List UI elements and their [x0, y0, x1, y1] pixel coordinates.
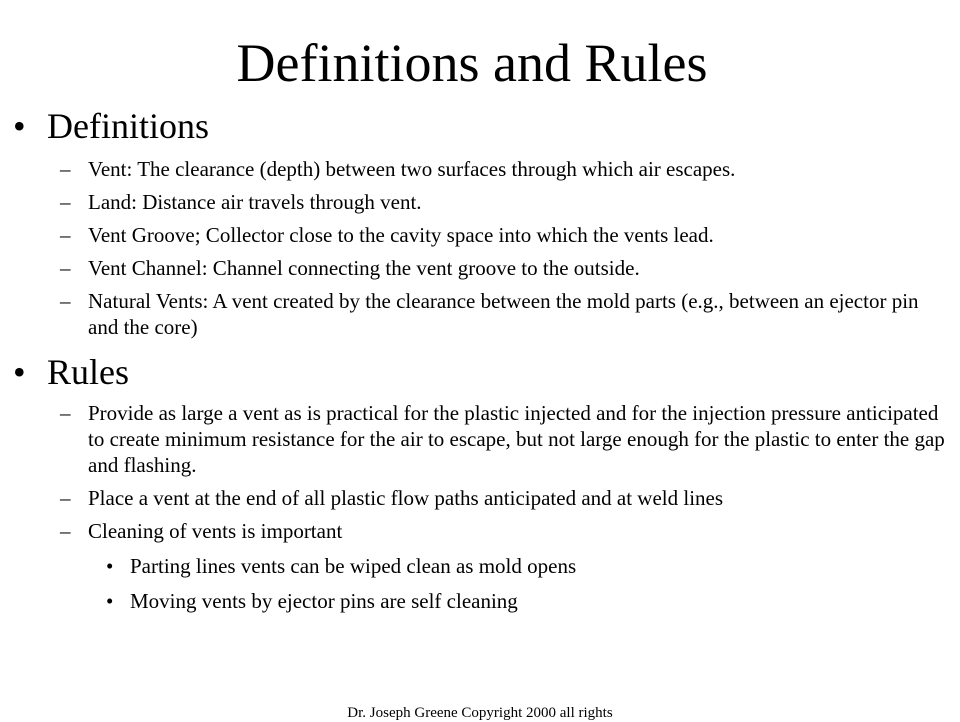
- list-item-text: Natural Vents: A vent created by the clearance between the mold parts (e.g., between an ejector pin and the core): [88, 289, 919, 339]
- list-item-text: Vent: The clearance (depth) between two surfaces through which air escapes.: [88, 157, 736, 181]
- section-heading-label: Definitions: [47, 106, 209, 146]
- list-item-text: Land: Distance air travels through vent.: [88, 190, 422, 214]
- list-item: [0, 288, 960, 340]
- bullet-icon: •: [106, 589, 114, 613]
- bullet-icon: •: [106, 554, 114, 578]
- sub-list-item-text: Moving vents by ejector pins are self cleaning: [130, 589, 518, 613]
- list-item: [0, 255, 960, 281]
- list-item: [0, 222, 960, 248]
- dash-icon: –: [60, 190, 71, 214]
- list-item: [0, 485, 960, 511]
- list-item: [0, 156, 960, 182]
- dash-icon: –: [60, 289, 71, 313]
- dash-icon: –: [60, 223, 71, 247]
- dash-icon: –: [60, 256, 71, 280]
- slide-title: Definitions and Rules: [236, 33, 708, 93]
- sub-list-item: [0, 588, 960, 614]
- list-item-text: Vent Channel: Channel connecting the vent groove to the outside.: [88, 256, 640, 280]
- bullet-icon: •: [13, 352, 26, 392]
- section-heading-label: Rules: [47, 352, 130, 392]
- bullet-icon: •: [13, 106, 26, 146]
- dash-icon: –: [60, 401, 71, 425]
- list-item-text: Provide as large a vent as is practical for the plastic injected and for the injection pressure anticipated to create minimum resistance for the air to escape, but not large enough for the plastic to enter the gap and flashing.: [88, 401, 945, 477]
- section-heading-definitions: [0, 104, 960, 148]
- footer-copyright: Dr. Joseph Greene Copyright 2000 all rights: [347, 705, 613, 721]
- list-item: [0, 518, 960, 544]
- list-item-text: Place a vent at the end of all plastic flow paths anticipated and at weld lines: [88, 486, 724, 510]
- sub-list-item: [0, 553, 960, 579]
- dash-icon: –: [60, 486, 71, 510]
- sub-list-item-text: Parting lines vents can be wiped clean as mold opens: [130, 554, 577, 578]
- slide-content: [0, 104, 960, 614]
- section-heading-rules: [0, 350, 960, 394]
- list-item-text: Vent Groove; Collector close to the cavity space into which the vents lead.: [88, 223, 714, 247]
- dash-icon: –: [60, 157, 71, 181]
- list-item: [0, 400, 960, 478]
- list-item: [0, 189, 960, 215]
- dash-icon: –: [60, 519, 71, 543]
- list-item-text: Cleaning of vents is important: [88, 519, 343, 543]
